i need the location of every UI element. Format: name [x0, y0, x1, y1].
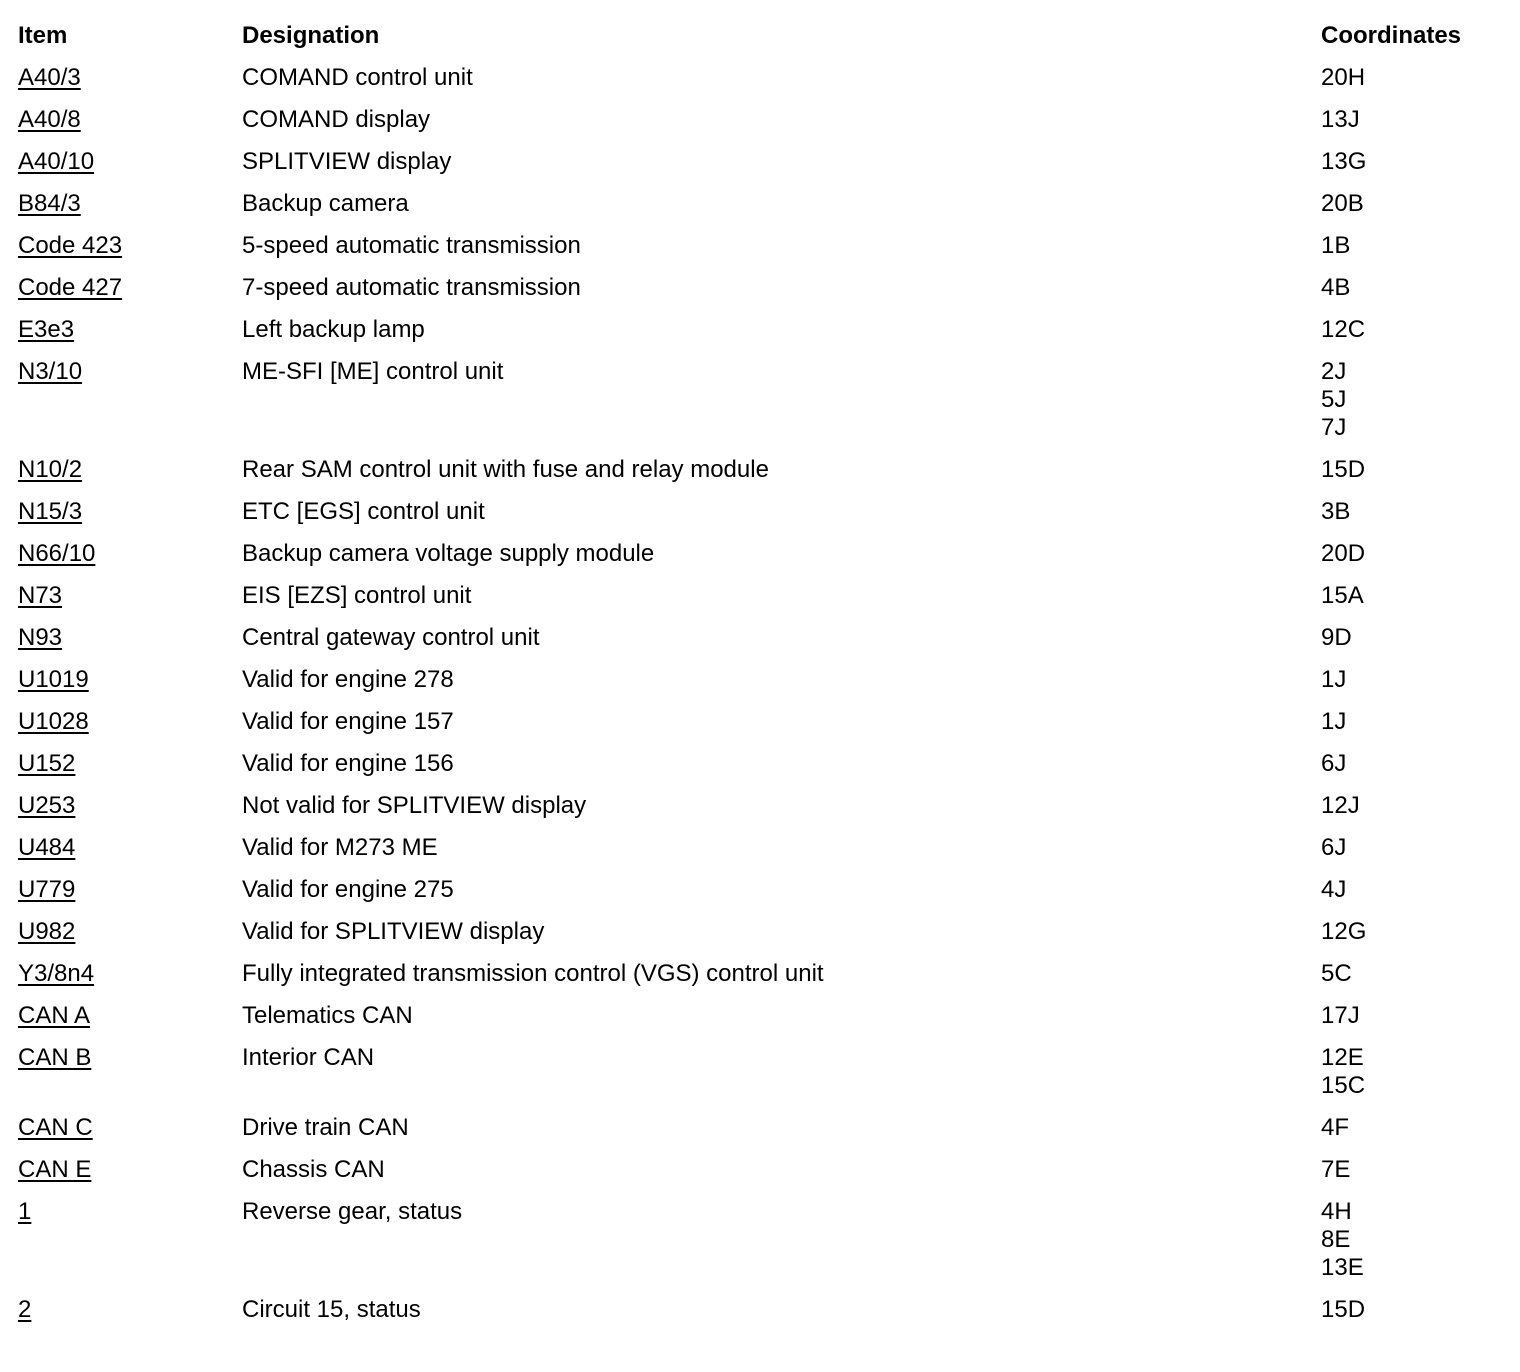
coordinates-list [1321, 792, 1520, 820]
coordinates-list [1321, 498, 1520, 526]
coordinates-cell [1321, 50, 1520, 92]
item-cell [0, 1184, 242, 1282]
coordinates-list [1321, 666, 1520, 694]
coordinate-value: 15D [1321, 1296, 1366, 1323]
coordinates-cell [1321, 302, 1520, 344]
coordinate-value: 4J [1321, 876, 1347, 903]
item-link[interactable]: Y3/8n4 [18, 960, 95, 987]
coordinates-cell [1321, 260, 1520, 302]
item-link[interactable]: E3e3 [18, 316, 75, 343]
coordinates-list [1321, 1198, 1520, 1282]
table-row [0, 568, 1520, 610]
designation-cell: ETC [EGS] control unit [242, 498, 485, 525]
coordinates-cell [1321, 484, 1520, 526]
coordinate-value: 7J [1321, 414, 1347, 441]
coordinates-list [1321, 316, 1520, 344]
table-row [0, 820, 1520, 862]
item-link[interactable]: U253 [18, 792, 76, 819]
designation-cell: Valid for engine 275 [242, 876, 454, 903]
coordinates-list [1321, 876, 1520, 904]
coordinates-list [1321, 232, 1520, 260]
item-link[interactable]: N3/10 [18, 358, 83, 385]
item-cell [0, 568, 242, 610]
designation-cell: Telematics CAN [242, 1002, 413, 1029]
item-cell [0, 302, 242, 344]
designation-cell: COMAND display [242, 106, 431, 133]
coordinate-value: 3B [1321, 498, 1351, 525]
coordinates-list [1321, 64, 1520, 92]
item-link[interactable]: 2 [18, 1296, 32, 1323]
designation-cell: Backup camera voltage supply module [242, 540, 655, 567]
table-row [0, 50, 1520, 92]
coordinate-value: 4F [1321, 1114, 1350, 1141]
item-cell [0, 904, 242, 946]
header-row [0, 0, 1520, 50]
item-cell [0, 344, 242, 442]
coordinate-value: 4B [1321, 274, 1351, 301]
item-cell [0, 176, 242, 218]
coordinates-cell [1321, 820, 1520, 862]
coordinate-value: 20H [1321, 64, 1366, 91]
table-row [0, 344, 1520, 442]
item-link[interactable]: CAN B [18, 1044, 92, 1071]
table-row [0, 988, 1520, 1030]
legend-table-body [0, 50, 1520, 1324]
table-row [0, 176, 1520, 218]
item-cell [0, 218, 242, 260]
item-column-header: Item [18, 22, 68, 49]
coordinate-value: 15C [1321, 1072, 1366, 1099]
coordinates-cell [1321, 218, 1520, 260]
item-cell [0, 1030, 242, 1100]
item-cell [0, 1142, 242, 1184]
designation-cell: Not valid for SPLITVIEW display [242, 792, 587, 819]
coordinates-cell [1321, 1030, 1520, 1100]
table-row [0, 1142, 1520, 1184]
coordinates-cell [1321, 442, 1520, 484]
coordinate-value: 15A [1321, 582, 1364, 609]
coordinates-cell [1321, 694, 1520, 736]
coordinates-list [1321, 834, 1520, 862]
coordinates-list [1321, 1114, 1520, 1142]
coordinate-value: 8E [1321, 1226, 1351, 1253]
coordinate-value: 5C [1321, 960, 1352, 987]
coordinate-value: 4H [1321, 1198, 1352, 1225]
designation-cell: EIS [EZS] control unit [242, 582, 472, 609]
coordinates-list [1321, 190, 1520, 218]
table-row [0, 526, 1520, 568]
legend-table-header [0, 0, 1520, 50]
coordinates-cell [1321, 862, 1520, 904]
coordinates-list [1321, 582, 1520, 610]
item-link[interactable]: U1019 [18, 666, 89, 693]
item-cell [0, 50, 242, 92]
coordinate-value: 17J [1321, 1002, 1360, 1029]
item-link[interactable]: N10/2 [18, 456, 83, 483]
designation-cell: Backup camera [242, 190, 409, 217]
coordinate-value: 12G [1321, 918, 1367, 945]
coordinate-value: 1J [1321, 666, 1347, 693]
coordinate-value: 13E [1321, 1254, 1364, 1281]
coordinates-cell [1321, 134, 1520, 176]
item-link[interactable]: U152 [18, 750, 76, 777]
coordinates-cell [1321, 652, 1520, 694]
designation-cell: Valid for M273 ME [242, 834, 438, 861]
coordinates-cell [1321, 1142, 1520, 1184]
designation-cell: Interior CAN [242, 1044, 375, 1071]
table-row [0, 862, 1520, 904]
item-cell [0, 1100, 242, 1142]
designation-cell: Valid for SPLITVIEW display [242, 918, 545, 945]
coordinate-value: 1J [1321, 708, 1347, 735]
coordinate-value: 13J [1321, 106, 1360, 133]
coordinates-cell [1321, 92, 1520, 134]
table-row [0, 92, 1520, 134]
item-link[interactable]: Code 427 [18, 274, 123, 301]
coordinate-value: 9D [1321, 624, 1352, 651]
item-link[interactable]: N15/3 [18, 498, 83, 525]
coordinates-cell [1321, 1184, 1520, 1282]
item-cell [0, 484, 242, 526]
item-cell [0, 260, 242, 302]
item-link[interactable]: CAN C [18, 1114, 93, 1141]
designation-cell: ME-SFI [ME] control unit [242, 358, 504, 385]
coordinates-column-header: Coordinates [1321, 22, 1462, 49]
item-cell [0, 694, 242, 736]
coordinate-value: 12C [1321, 316, 1366, 343]
designation-cell: Fully integrated transmission control (VGS) control unit [242, 960, 824, 987]
designation-cell: Valid for engine 157 [242, 708, 454, 735]
designation-cell: 5-speed automatic transmission [242, 232, 581, 259]
table-row [0, 1184, 1520, 1282]
designation-cell: Chassis CAN [242, 1156, 385, 1183]
item-cell [0, 442, 242, 484]
table-row [0, 904, 1520, 946]
table-row [0, 302, 1520, 344]
designation-cell: Left backup lamp [242, 316, 425, 343]
item-cell [0, 988, 242, 1030]
coordinates-list [1321, 708, 1520, 736]
coordinates-list [1321, 624, 1520, 652]
item-link[interactable]: CAN E [18, 1156, 92, 1183]
table-row [0, 652, 1520, 694]
item-cell [0, 134, 242, 176]
item-link[interactable]: N93 [18, 624, 63, 651]
item-link[interactable]: N66/10 [18, 540, 96, 567]
designation-cell: Circuit 15, status [242, 1296, 421, 1323]
coordinate-value: 20D [1321, 540, 1366, 567]
coordinates-cell [1321, 344, 1520, 442]
coordinates-cell [1321, 904, 1520, 946]
table-row [0, 736, 1520, 778]
coordinate-value: 6J [1321, 750, 1347, 777]
item-link[interactable]: 1 [18, 1198, 32, 1225]
coordinate-value: 5J [1321, 386, 1347, 413]
coordinates-list [1321, 540, 1520, 568]
item-link[interactable]: A40/8 [18, 106, 81, 133]
coordinate-value: 12E [1321, 1044, 1364, 1071]
coordinates-list [1321, 1296, 1520, 1324]
coordinates-list [1321, 148, 1520, 176]
designation-column-header: Designation [242, 22, 380, 49]
item-link[interactable]: CAN A [18, 1002, 91, 1029]
designation-cell: Valid for engine 278 [242, 666, 454, 693]
item-link[interactable]: U982 [18, 918, 76, 945]
coordinates-list [1321, 1002, 1520, 1030]
coordinates-list [1321, 358, 1520, 442]
table-row [0, 484, 1520, 526]
table-row [0, 218, 1520, 260]
coordinate-value: 1B [1321, 232, 1351, 259]
table-row [0, 134, 1520, 176]
coordinates-list [1321, 274, 1520, 302]
coordinate-value: 2J [1321, 358, 1347, 385]
item-link[interactable]: A40/3 [18, 64, 81, 91]
item-link[interactable]: U1028 [18, 708, 89, 735]
coordinates-cell [1321, 176, 1520, 218]
designation-cell: COMAND control unit [242, 64, 473, 91]
coordinates-cell [1321, 610, 1520, 652]
table-row [0, 694, 1520, 736]
item-link[interactable]: B84/3 [18, 190, 81, 217]
table-row [0, 1030, 1520, 1100]
coordinates-cell [1321, 1100, 1520, 1142]
coordinates-list [1321, 960, 1520, 988]
coordinates-cell [1321, 988, 1520, 1030]
coordinates-cell [1321, 568, 1520, 610]
coordinates-cell [1321, 946, 1520, 988]
item-cell [0, 778, 242, 820]
coordinate-value: 6J [1321, 834, 1347, 861]
coordinate-value: 7E [1321, 1156, 1351, 1183]
item-link[interactable]: U779 [18, 876, 76, 903]
coordinates-list [1321, 1156, 1520, 1184]
table-row [0, 260, 1520, 302]
designation-cell: Valid for engine 156 [242, 750, 454, 777]
coordinate-value: 13G [1321, 148, 1367, 175]
item-cell [0, 652, 242, 694]
table-row [0, 442, 1520, 484]
coordinates-list [1321, 1044, 1520, 1100]
coordinates-cell [1321, 736, 1520, 778]
table-row [0, 778, 1520, 820]
item-cell [0, 946, 242, 988]
coordinates-list [1321, 750, 1520, 778]
coordinates-list [1321, 106, 1520, 134]
coordinate-value: 12J [1321, 792, 1360, 819]
item-cell [0, 1282, 242, 1324]
item-link[interactable]: U484 [18, 834, 76, 861]
table-row [0, 946, 1520, 988]
table-row [0, 1100, 1520, 1142]
designation-cell: Central gateway control unit [242, 624, 540, 651]
coordinates-cell [1321, 526, 1520, 568]
item-link[interactable]: Code 423 [18, 232, 123, 259]
item-cell [0, 736, 242, 778]
table-row [0, 610, 1520, 652]
designation-cell: Reverse gear, status [242, 1198, 463, 1225]
designation-cell: Rear SAM control unit with fuse and relay module [242, 456, 769, 483]
coordinates-cell [1321, 778, 1520, 820]
item-link[interactable]: A40/10 [18, 148, 95, 175]
coordinates-list [1321, 918, 1520, 946]
item-cell [0, 820, 242, 862]
designation-cell: Drive train CAN [242, 1114, 409, 1141]
table-row [0, 1282, 1520, 1324]
coordinates-list [1321, 456, 1520, 484]
coordinate-value: 15D [1321, 456, 1366, 483]
item-link[interactable]: N73 [18, 582, 63, 609]
item-cell [0, 526, 242, 568]
item-cell [0, 862, 242, 904]
coordinates-cell [1321, 1282, 1520, 1324]
designation-cell: 7-speed automatic transmission [242, 274, 581, 301]
item-cell [0, 92, 242, 134]
coordinate-value: 20B [1321, 190, 1364, 217]
designation-cell: SPLITVIEW display [242, 148, 452, 175]
item-cell [0, 610, 242, 652]
